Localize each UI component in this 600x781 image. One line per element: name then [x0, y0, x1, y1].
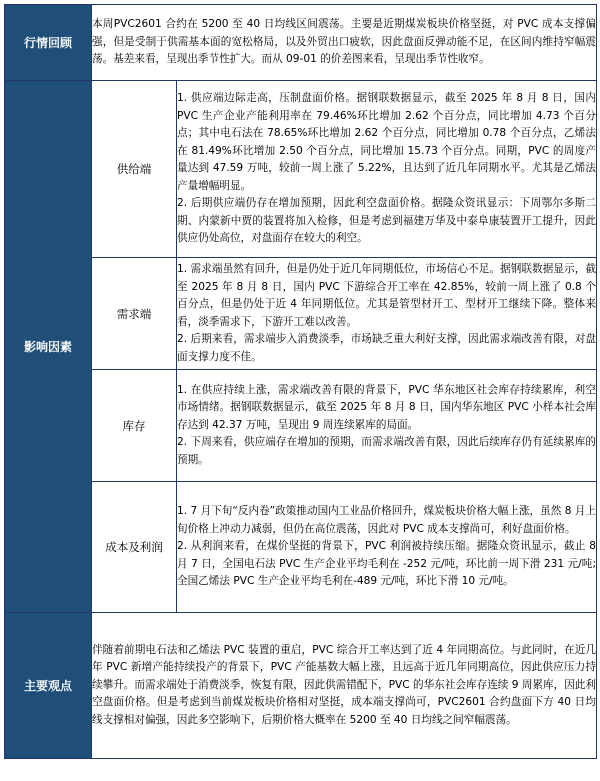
main-view-row: [5, 613, 597, 759]
factor-paragraph: 1. 供应端边际走高，压制盘面价格。据钢联数据显示，截至 2025 年 8 月 8 日，国内 PVC 生产企业产能利用率在 79.46%环比增加 2.62 个百分点，同比增加 4.73 个百分点；其中电石法在 78.65%环比增加 2.62 个百分点，同比增加 0.78 个百分点，乙烯法在 81.49%环比增加 2.50 个百分点，同比增加 15.73 个百分点。同期，PVC 的周度产量达到 47.59 万吨，较前一周上涨了 5.22%，且达到了近几年同期水平。尤其是乙烯法产量增幅明显。: [177, 92, 597, 192]
factor-paragraph: 2. 从利润来看，在煤价坚挺的背景下，PVC 利润被持续压缩。据隆众资讯显示，截止 8 月 7 日，全国电石法 PVC 生产企业平均毛利在 -252 元/吨，环比前一周下滑 231 元/吨;全国乙烯法 PVC 生产企业平均毛利在-489 元/吨，环比下滑 10 元/吨。: [177, 540, 597, 588]
main-view-text: 伴随着前期电石法和乙烯法 PVC 装置的重启，PVC 综合开工率达到了近 4 年同期高位。与此同时，在近几年 PVC 新增产能持续投产的背景下，PVC 产能基数大幅上涨，且远高于近几年同期高位，因此供应压力持续攀升。而需求端处于消费淡季，恢复有限，因此供需错配下，PVC 的华东社会库存连续 9 周累库，因此利空盘面价格。但是考虑到当前煤炭板块价格相对坚挺，成本端支撑尚可，PVC2601 合约盘面下方 40 日均线支撑相对偏强，因此多空影响下，后期价格大概率在 5200 至 40 日均线之间窄幅震荡。: [92, 613, 597, 759]
factor-paragraph: 2. 下周来看，供应端存在增加的预期，而需求端改善有限，因此后续库存仍有延续累库的预期。: [177, 436, 597, 466]
main-view-label: 主要观点: [5, 613, 92, 759]
factor-cost-row: [5, 482, 597, 613]
factor-name: 需求端: [92, 258, 177, 370]
factor-paragraph: 2. 后期供应端仍存在增加预期，因此利空盘面价格。据隆众资讯显示：下周鄂尔多斯二期、内蒙新中贾的装置将加入检修，但是考虑到福建万华及中泰阜康装置开工提升，因此供应仍处高位，对盘面存在较大的利空。: [177, 197, 597, 245]
factor-name: 成本及利润: [92, 482, 177, 613]
factor-name: 供给端: [92, 81, 177, 258]
factors-label: 影响因素: [5, 81, 92, 613]
market-review-row: [5, 5, 597, 81]
factor-inventory-row: [5, 370, 597, 482]
factor-supply-row: [5, 81, 597, 258]
factor-name: 库存: [92, 370, 177, 482]
market-review-text: 本周PVC2601 合约在 5200 至 40 日均线区间震荡。主要是近期煤炭板块价格坚挺，对 PVC 成本支撑偏强，但是受制于供需基本面的宽松格局，以及外贸出口疲软，因此盘面反弹动能不足，在区间内维持窄幅震荡。基差来看，呈现出季节性扩大。而从 09-01 的价差图来看，呈现出季节性收窄。: [92, 5, 597, 81]
factor-paragraph: 1. 需求端虽然有回升，但是仍处于近几年同期低位，市场信心不足。据钢联数据显示，截至 2025 年 8 月 8 日，国内 PVC 下游综合开工率在 42.85%，较前一周上涨了 0.8 个百分点，但是仍处于近 4 年同期低位。尤其是管型材开工、型材开工继续下降。整体来看，淡季需求下，下游开工难以改善。: [177, 263, 597, 328]
market-review-label: 行情回顾: [5, 5, 92, 81]
factor-demand-row: [5, 258, 597, 370]
factor-paragraph: 2. 后期来看，需求端步入消费淡季，市场缺乏重大利好支撑，因此需求端改善有限，对盘面支撑力度不佳。: [177, 333, 597, 363]
factor-paragraph: 1. 在供应持续上涨，需求端改善有限的背景下，PVC 华东地区社会库存持续累库，利空市场情绪。据钢联数据显示，截至 2025 年 8 月 8 日，国内华东地区 PVC 小样本社会库存达到 42.37 万吨，呈现出 9 周连续累库的局面。: [177, 383, 597, 431]
factor-paragraph: 1. 7 月下旬“反内卷”政策推动国内工业品价格回升，煤炭板块价格大幅上涨，虽然 8 月上旬价格上冲动力减弱，但仍在高位震荡，因此对 PVC 成本支撑尚可，利好盘面价格。: [177, 505, 597, 535]
pvc-report-table: [4, 4, 597, 759]
